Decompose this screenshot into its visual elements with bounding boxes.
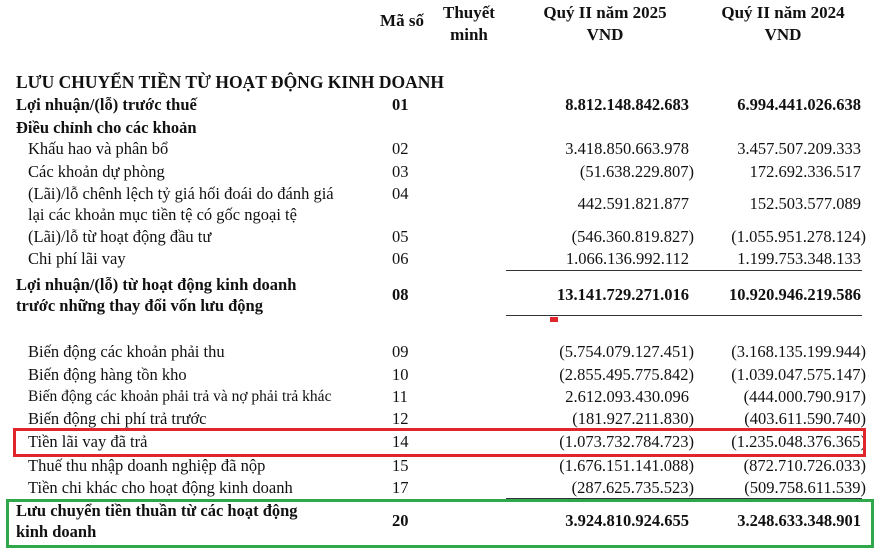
row-value-2025: (181.927.211.830): [572, 409, 694, 428]
row-label-line1: Lưu chuyển tiền thuần từ các hoạt động: [16, 501, 298, 520]
row-code: 01: [392, 95, 409, 114]
row-value-2025: 1.066.136.992.112: [565, 249, 689, 268]
row-value-2025: 13.141.729.271.016: [557, 285, 689, 304]
row-value-2025: 442.591.821.877: [577, 194, 689, 213]
row-value-2025: (51.638.229.807): [579, 162, 694, 181]
row-value-2025: 2.612.093.430.096: [565, 387, 689, 406]
row-code: 14: [392, 432, 409, 451]
header-note-line2: minh: [450, 25, 488, 44]
row-code: 20: [392, 511, 409, 530]
row-label: Lợi nhuận/(lỗ) trước thuế: [16, 95, 197, 114]
red-highlight-box: [13, 428, 866, 457]
row-code: 17: [392, 478, 409, 497]
row-value-2024: (509.758.611.539): [744, 478, 866, 497]
header-col1-line2: VND: [586, 25, 624, 44]
row-code: 04: [392, 184, 409, 203]
row-code: 05: [392, 227, 409, 246]
table-row: [0, 138, 881, 160]
table-row: [0, 248, 881, 270]
row-value-2024: (1.039.047.575.147): [731, 365, 866, 384]
row-label: Tiền lãi vay đã trả: [28, 432, 148, 451]
table-row: [0, 341, 881, 363]
row-value-2024: 172.692.336.517: [749, 162, 861, 181]
row-label: Biến động các khoản phải thu: [28, 342, 225, 361]
row-value-2025: (2.855.495.775.842): [559, 365, 694, 384]
header-code: Mã số: [380, 11, 424, 30]
row-value-2024: 3.248.633.348.901: [737, 511, 861, 530]
row-code: 03: [392, 162, 409, 181]
red-mark: [550, 317, 558, 322]
row-value-2025: (5.754.079.127.451): [559, 342, 694, 361]
header-col1-line1: Quý II năm 2025: [543, 3, 667, 22]
row-label-line1: (Lãi)/lỗ chênh lệch tỷ giá hối đoái do đánh giá: [28, 184, 334, 203]
section-title: LƯU CHUYỂN TIỀN TỪ HOẠT ĐỘNG KINH DOANH: [16, 72, 444, 92]
table-row: [0, 161, 881, 183]
row-label: Tiền chi khác cho hoạt động kinh doanh: [28, 478, 293, 497]
table-row: [0, 364, 881, 386]
table-row: [0, 226, 881, 248]
row-label: Chi phí lãi vay: [28, 249, 126, 268]
table-row: [0, 477, 881, 499]
row-label: Các khoản dự phòng: [28, 162, 165, 181]
row-value-2024: 10.920.946.219.586: [729, 285, 861, 304]
row-value-2024: (3.168.135.199.944): [731, 342, 866, 361]
table-row: [0, 455, 881, 477]
row-value-2025: (1.073.732.784.723): [559, 432, 694, 451]
row-label-line2: kinh doanh: [16, 522, 97, 541]
table-row: [0, 274, 881, 318]
table-row: [0, 408, 881, 430]
table-row: [0, 94, 881, 116]
row-value-2025: (546.360.819.827): [571, 227, 694, 246]
row-value-2025: 3.418.850.663.978: [565, 139, 689, 158]
row-code: 02: [392, 139, 409, 158]
table-row: [0, 117, 881, 139]
row-value-2025: 8.812.148.842.683: [565, 95, 689, 114]
row-code: 11: [392, 387, 408, 406]
table-row: [0, 386, 881, 408]
row-value-2024: (872.710.726.033): [743, 456, 866, 475]
row-value-2024: 1.199.753.348.133: [737, 249, 861, 268]
row-label-line2: lại các khoản mục tiền tệ có gốc ngoại tệ: [28, 205, 297, 224]
row-value-2024: (1.055.951.278.124): [731, 227, 866, 246]
row-label: Biến động chi phí trả trước: [28, 409, 207, 428]
row-code: 06: [392, 249, 409, 268]
row-value-2025: 3.924.810.924.655: [565, 511, 689, 530]
row-value-2024: 3.457.507.209.333: [737, 139, 861, 158]
header-col2-line1: Quý II năm 2024: [721, 3, 845, 22]
row-label-line2: trước những thay đổi vốn lưu động: [16, 296, 263, 315]
header-col2-line2: VND: [764, 25, 802, 44]
row-value-2024: (444.000.790.917): [743, 387, 866, 406]
row-value-2024: (403.611.590.740): [744, 409, 866, 428]
header-note-line1: Thuyết: [443, 3, 495, 22]
row-label: (Lãi)/lỗ từ hoạt động đầu tư: [28, 227, 212, 246]
row-label: Biến động hàng tồn kho: [28, 365, 187, 384]
table-row: [0, 183, 881, 227]
row-value-2024: 6.994.441.026.638: [737, 95, 861, 114]
row-value-2024: (1.235.048.376.365): [731, 432, 866, 451]
row-code: 10: [392, 365, 409, 384]
row-label-line1: Lợi nhuận/(lỗ) từ hoạt động kinh doanh: [16, 275, 297, 294]
row-label: Thuế thu nhập doanh nghiệp đã nộp: [28, 456, 266, 475]
row-label: Điều chỉnh cho các khoản: [16, 118, 197, 137]
subtotal-bottom-rule: [506, 315, 862, 316]
row-label: Biến động các khoản phải trả và nợ phải trả khác: [28, 388, 332, 405]
row-code: 15: [392, 456, 409, 475]
row-value-2025: (1.676.151.141.088): [559, 456, 694, 475]
row-value-2025: (287.625.735.523): [571, 478, 694, 497]
row-value-2024: 152.503.577.089: [749, 194, 861, 213]
row-label: Khấu hao và phân bổ: [28, 139, 169, 158]
green-highlight-box: [6, 499, 874, 548]
row-code: 12: [392, 409, 409, 428]
subtotal-rule: [506, 270, 862, 271]
row-code: 08: [392, 285, 409, 304]
row-code: 09: [392, 342, 409, 361]
